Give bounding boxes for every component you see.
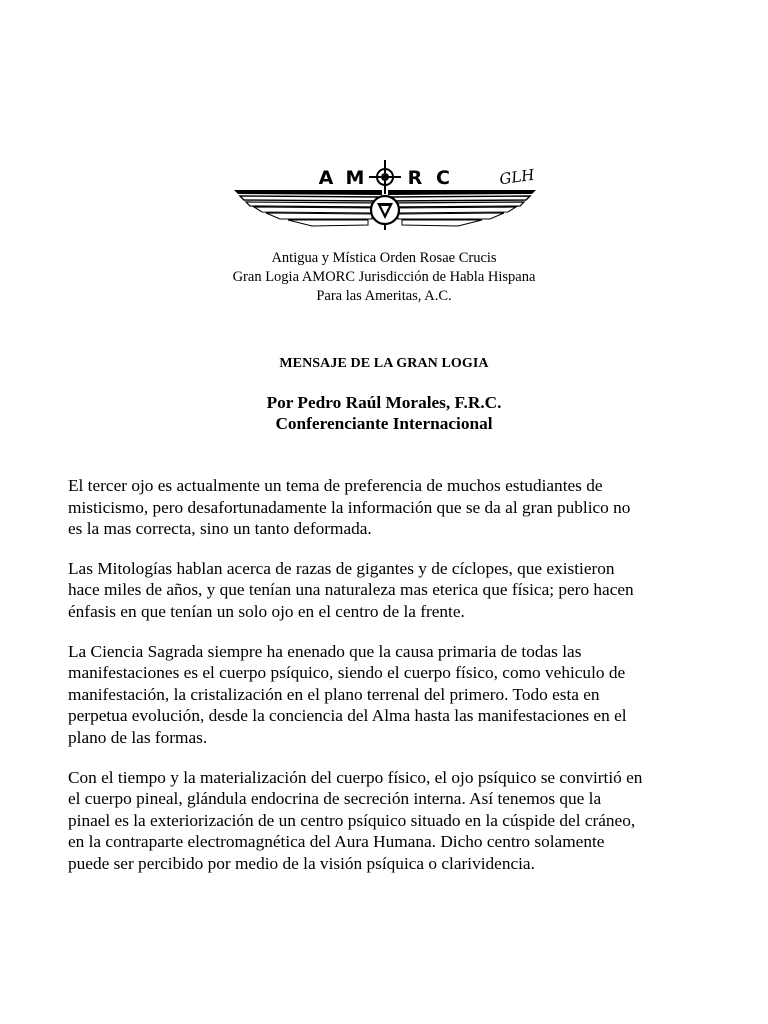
paragraph-line: Con el tiempo y la materialización del cuerpo físico, el ojo psíquico se convirtió en [68,767,643,787]
paragraph-line: el cuerpo pineal, glándula endocrina de secreción interna. Así tenemos que la [68,789,602,809]
author-role: Conferenciante Internacional [275,414,493,433]
paragraph-line: hace miles de años, y que tenían una naturaleza mas eterica que física; pero hacen [68,580,634,600]
right-wing [388,190,536,226]
logo-letter-c: C [436,167,450,189]
paragraph-line: La Ciencia Sagrada siempre ha enenado que la causa primaria de todas las [68,641,582,661]
paragraph-line: plano de las formas. [68,727,208,747]
message-title: MENSAJE DE LA GRAN LOGIA [279,356,489,371]
rose-cross-emblem [369,160,401,194]
header-line-region: Para las Ameritas, A.C. [316,288,452,304]
center-shield [371,196,399,230]
document-body [68,475,668,893]
paragraph-line: es la mas correcta, sino un tanto deformada. [68,519,372,539]
paragraph-line: manifestaciones es el cuerpo psíquico, siendo el cuerpo físico, como vehiculo de [68,663,626,683]
paragraph-line: pinael es la exteriorización de un centro psíquico situado en la cúspide del cráneo, [68,810,636,830]
paragraph-line: en la contraparte electromagnética del Aura Humana. Dicho centro solamente [68,832,605,852]
paragraph-line: El tercer ojo es actualmente un tema de preferencia de muchos estudiantes de [68,476,603,495]
organization-header [0,249,768,306]
paragraph-line: perpetua evolución, desde la conciencia del Alma hasta las manifestaciones en el [68,706,627,726]
left-wing [234,190,382,226]
logo-letter-m: M [345,167,365,189]
paragraph-line: puede ser percibido por medio de la visión psíquica o clarividencia. [68,853,535,873]
paragraph-line: énfasis en que tenían un solo ojo en el centro de la frente. [68,601,465,621]
amorc-winged-logo [232,158,538,234]
logo-initials: GLH [498,165,536,189]
logo-letter-a: A [318,167,334,189]
paragraph-line: Las Mitologías hablan acerca de razas de gigantes y de cíclopes, que existieron [68,558,615,578]
paragraph-2 [68,558,668,623]
logo-letter-r: R [407,167,423,189]
author-block [0,392,768,434]
header-line-order: Antigua y Mística Orden Rosae Crucis [271,250,497,266]
author-name: Por Pedro Raúl Morales, F.R.C. [266,393,502,412]
paragraph-line: misticismo, pero desafortunadamente la información que se da al gran publico no [68,497,631,517]
header-line-lodge: Gran Logia AMORC Jurisdicción de Habla Hispana [232,269,536,285]
paragraph-1 [68,475,668,540]
paragraph-line: manifestación, la cristalización en el plano terrenal del primero. Todo esta en [68,684,600,704]
paragraph-3 [68,641,668,749]
paragraph-4 [68,767,668,875]
